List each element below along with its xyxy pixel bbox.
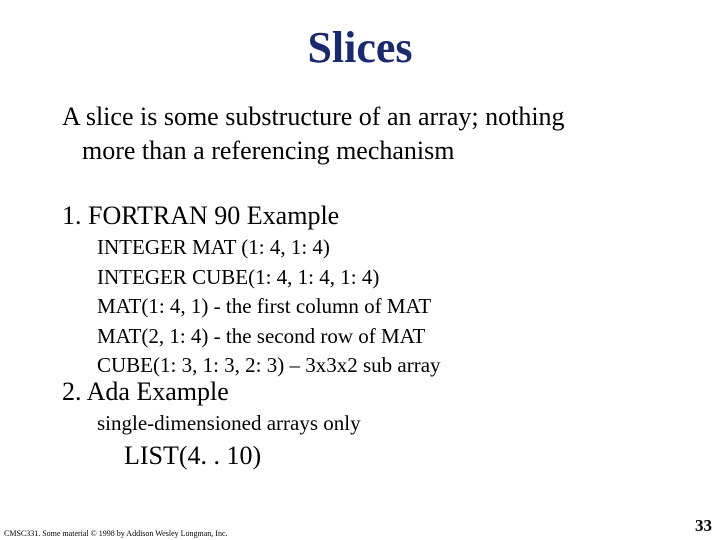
code-line: CUBE(1: 3, 1: 3, 2: 3) – 3x3x2 sub array — [97, 353, 441, 377]
code-line: MAT(2, 1: 4) - the second row of MAT — [97, 323, 426, 348]
ada-note: single-dimensioned arrays only — [97, 411, 361, 435]
slide-title: Slices — [307, 23, 413, 72]
fortran-code-block — [97, 233, 441, 381]
section-fortran-heading: 1. FORTRAN 90 Example — [62, 201, 340, 230]
ada-example: LIST(4. . 10) — [124, 441, 262, 470]
page-number: 33 — [695, 516, 712, 535]
intro-line-1: A slice is some substructure of an array; nothing — [62, 102, 565, 131]
copyright-footer: CMSC331. Some material © 1998 by Addison Wesley Longman, Inc. — [4, 529, 228, 538]
intro-line-2: more than a referencing mechanism — [82, 136, 455, 165]
code-line: INTEGER CUBE(1: 4, 1: 4, 1: 4) — [97, 264, 380, 289]
intro-paragraph — [62, 100, 682, 168]
code-line: INTEGER MAT (1: 4, 1: 4) — [97, 235, 330, 259]
code-line: MAT(1: 4, 1) - the first column of MAT — [97, 294, 432, 318]
section-ada-heading: 2. Ada Example — [62, 377, 229, 406]
